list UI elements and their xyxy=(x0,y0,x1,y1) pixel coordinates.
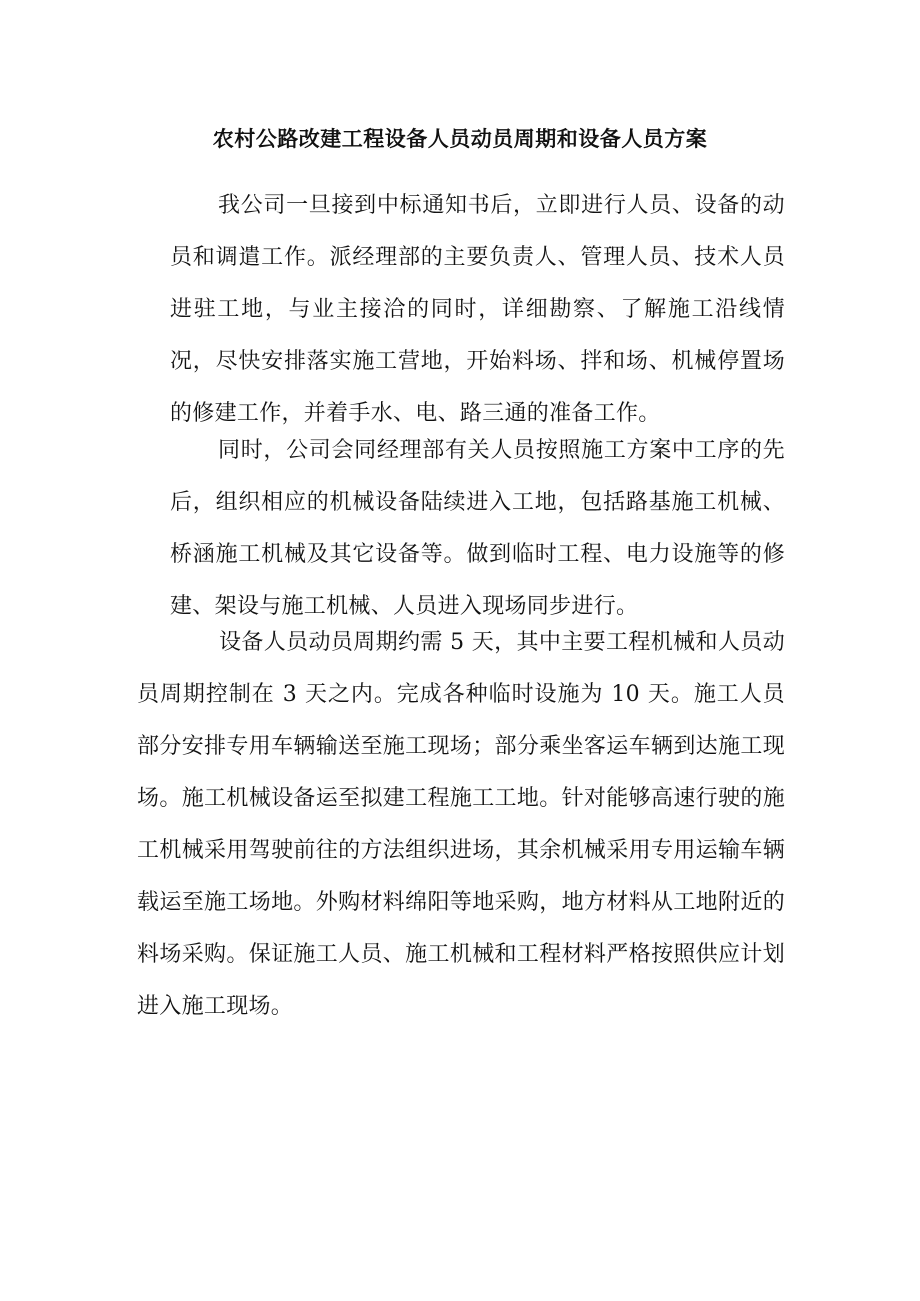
paragraph-mobilization-period: 设备人员动员周期约需 5 天，其中主要工程机械和人员动员周期控制在 3 天之内。完成各种临时设施为 10 天。施工人员部分安排专用车辆输送至施工现场；部分乘坐客运车辆到达施工现场。施工机械设备运至拟建工程施工工地。针对能够高速行驶的施工机械采用驾驶前往的方法组织进场，其余机械采用专用运输车辆载运至施工场地。外购材料绵阳等地采购，地方材料从工地附近的料场采购。保证施工人员、施工机械和工程材料严格按照供应计划进入施工现场。 xyxy=(137,630,785,1019)
paragraph-mobilization: 我公司一旦接到中标通知书后，立即进行人员、设备的动员和调遣工作。派经理部的主要负责人、管理人员、技术人员进驻工地，与业主接洽的同时，详细勘察、了解施工沿线情况，尽快安排落实施工营地，开始料场、拌和场、机械停置场的修建工作，并着手水、电、路三通的准备工作。 xyxy=(170,193,785,426)
document-title: 农村公路改建工程设备人员动员周期和设备人员方案 xyxy=(212,126,708,151)
paragraph-equipment-entry: 同时，公司会同经理部有关人员按照施工方案中工序的先后，组织相应的机械设备陆续进入工地，包括路基施工机械、桥涵施工机械及其它设备等。做到临时工程、电力设施等的修建、架设与施工机械、人员进入现场同步进行。 xyxy=(170,438,785,619)
